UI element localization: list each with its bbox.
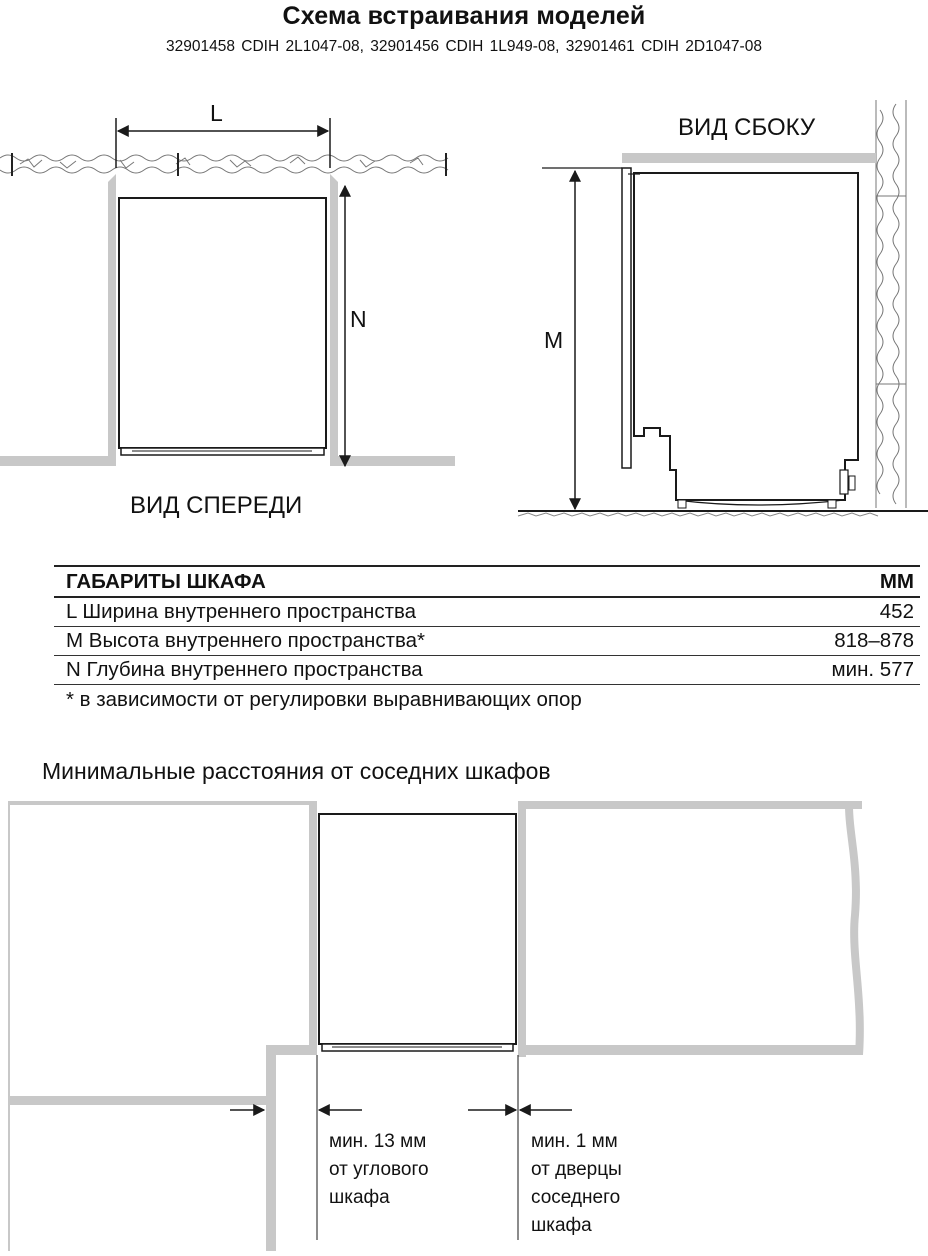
corner-clearance-line: мин. 13 мм [329,1131,427,1152]
table-row [54,656,920,685]
dimension-name: N Глубина внутреннего пространства [54,656,738,685]
side-view-drawing [518,100,928,516]
clearance-plan-drawing [8,801,864,1251]
dimensions-table [54,565,920,715]
door-clearance-line: соседнего [531,1187,621,1208]
table-row [54,627,920,656]
plan-appliance [319,814,516,1044]
plan-niche-right-wall [518,801,526,1057]
table-footnote-row [54,685,920,716]
table-row [54,597,920,627]
corner-clearance-line: от углового [329,1159,429,1180]
dimension-name: L Ширина внутреннего пространства [54,597,738,627]
dim-l-label: L [210,100,223,126]
plan-niche-left-wall [309,801,317,1045]
countertop-texture [0,155,448,173]
dimensions-header-unit: ММ [738,566,920,597]
side-view-label: ВИД СБОКУ [678,114,816,141]
dimensions-table-header [54,566,920,597]
front-appliance [119,198,326,448]
dimensions-header-name: ГАБАРИТЫ ШКАФА [54,566,738,597]
front-view-drawing [0,118,455,466]
dimension-value: мин. 577 [738,656,920,685]
front-left-wall [0,174,116,466]
door-clearance-line: от дверцы [531,1159,622,1180]
dimension-name: M Высота внутреннего пространства* [54,627,738,656]
side-appliance-body [634,173,858,500]
side-wall-texture [876,100,906,508]
dimension-value: 452 [738,597,920,627]
side-door-panel [622,168,631,468]
door-clearance-line: шкафа [531,1215,592,1236]
dimension-value: 818–878 [738,627,920,656]
dim-n-label: N [350,306,367,332]
page-title: Схема встраивания моделей [282,2,646,30]
corner-cabinet-clearance-text [329,1128,429,1212]
corner-clearance-line: шкафа [329,1187,390,1208]
dim-m-label: M [544,327,564,353]
model-list: 32901458 CDIH 2L1047-08, 32901456 CDIH 1L949-08, 32901461 CDIH 2D1047-08 [166,38,762,55]
adjacent-door-clearance-text [531,1128,622,1240]
front-view-label: ВИД СПЕРЕДИ [130,492,303,519]
front-right-wall [330,174,455,466]
clearances-title: Минимальные расстояния от соседних шкафов [42,758,551,784]
side-countertop [622,153,876,163]
dimensions-footnote: * в зависимости от регулировки выравнивающих опор [66,688,582,711]
door-clearance-line: мин. 1 мм [531,1131,618,1152]
